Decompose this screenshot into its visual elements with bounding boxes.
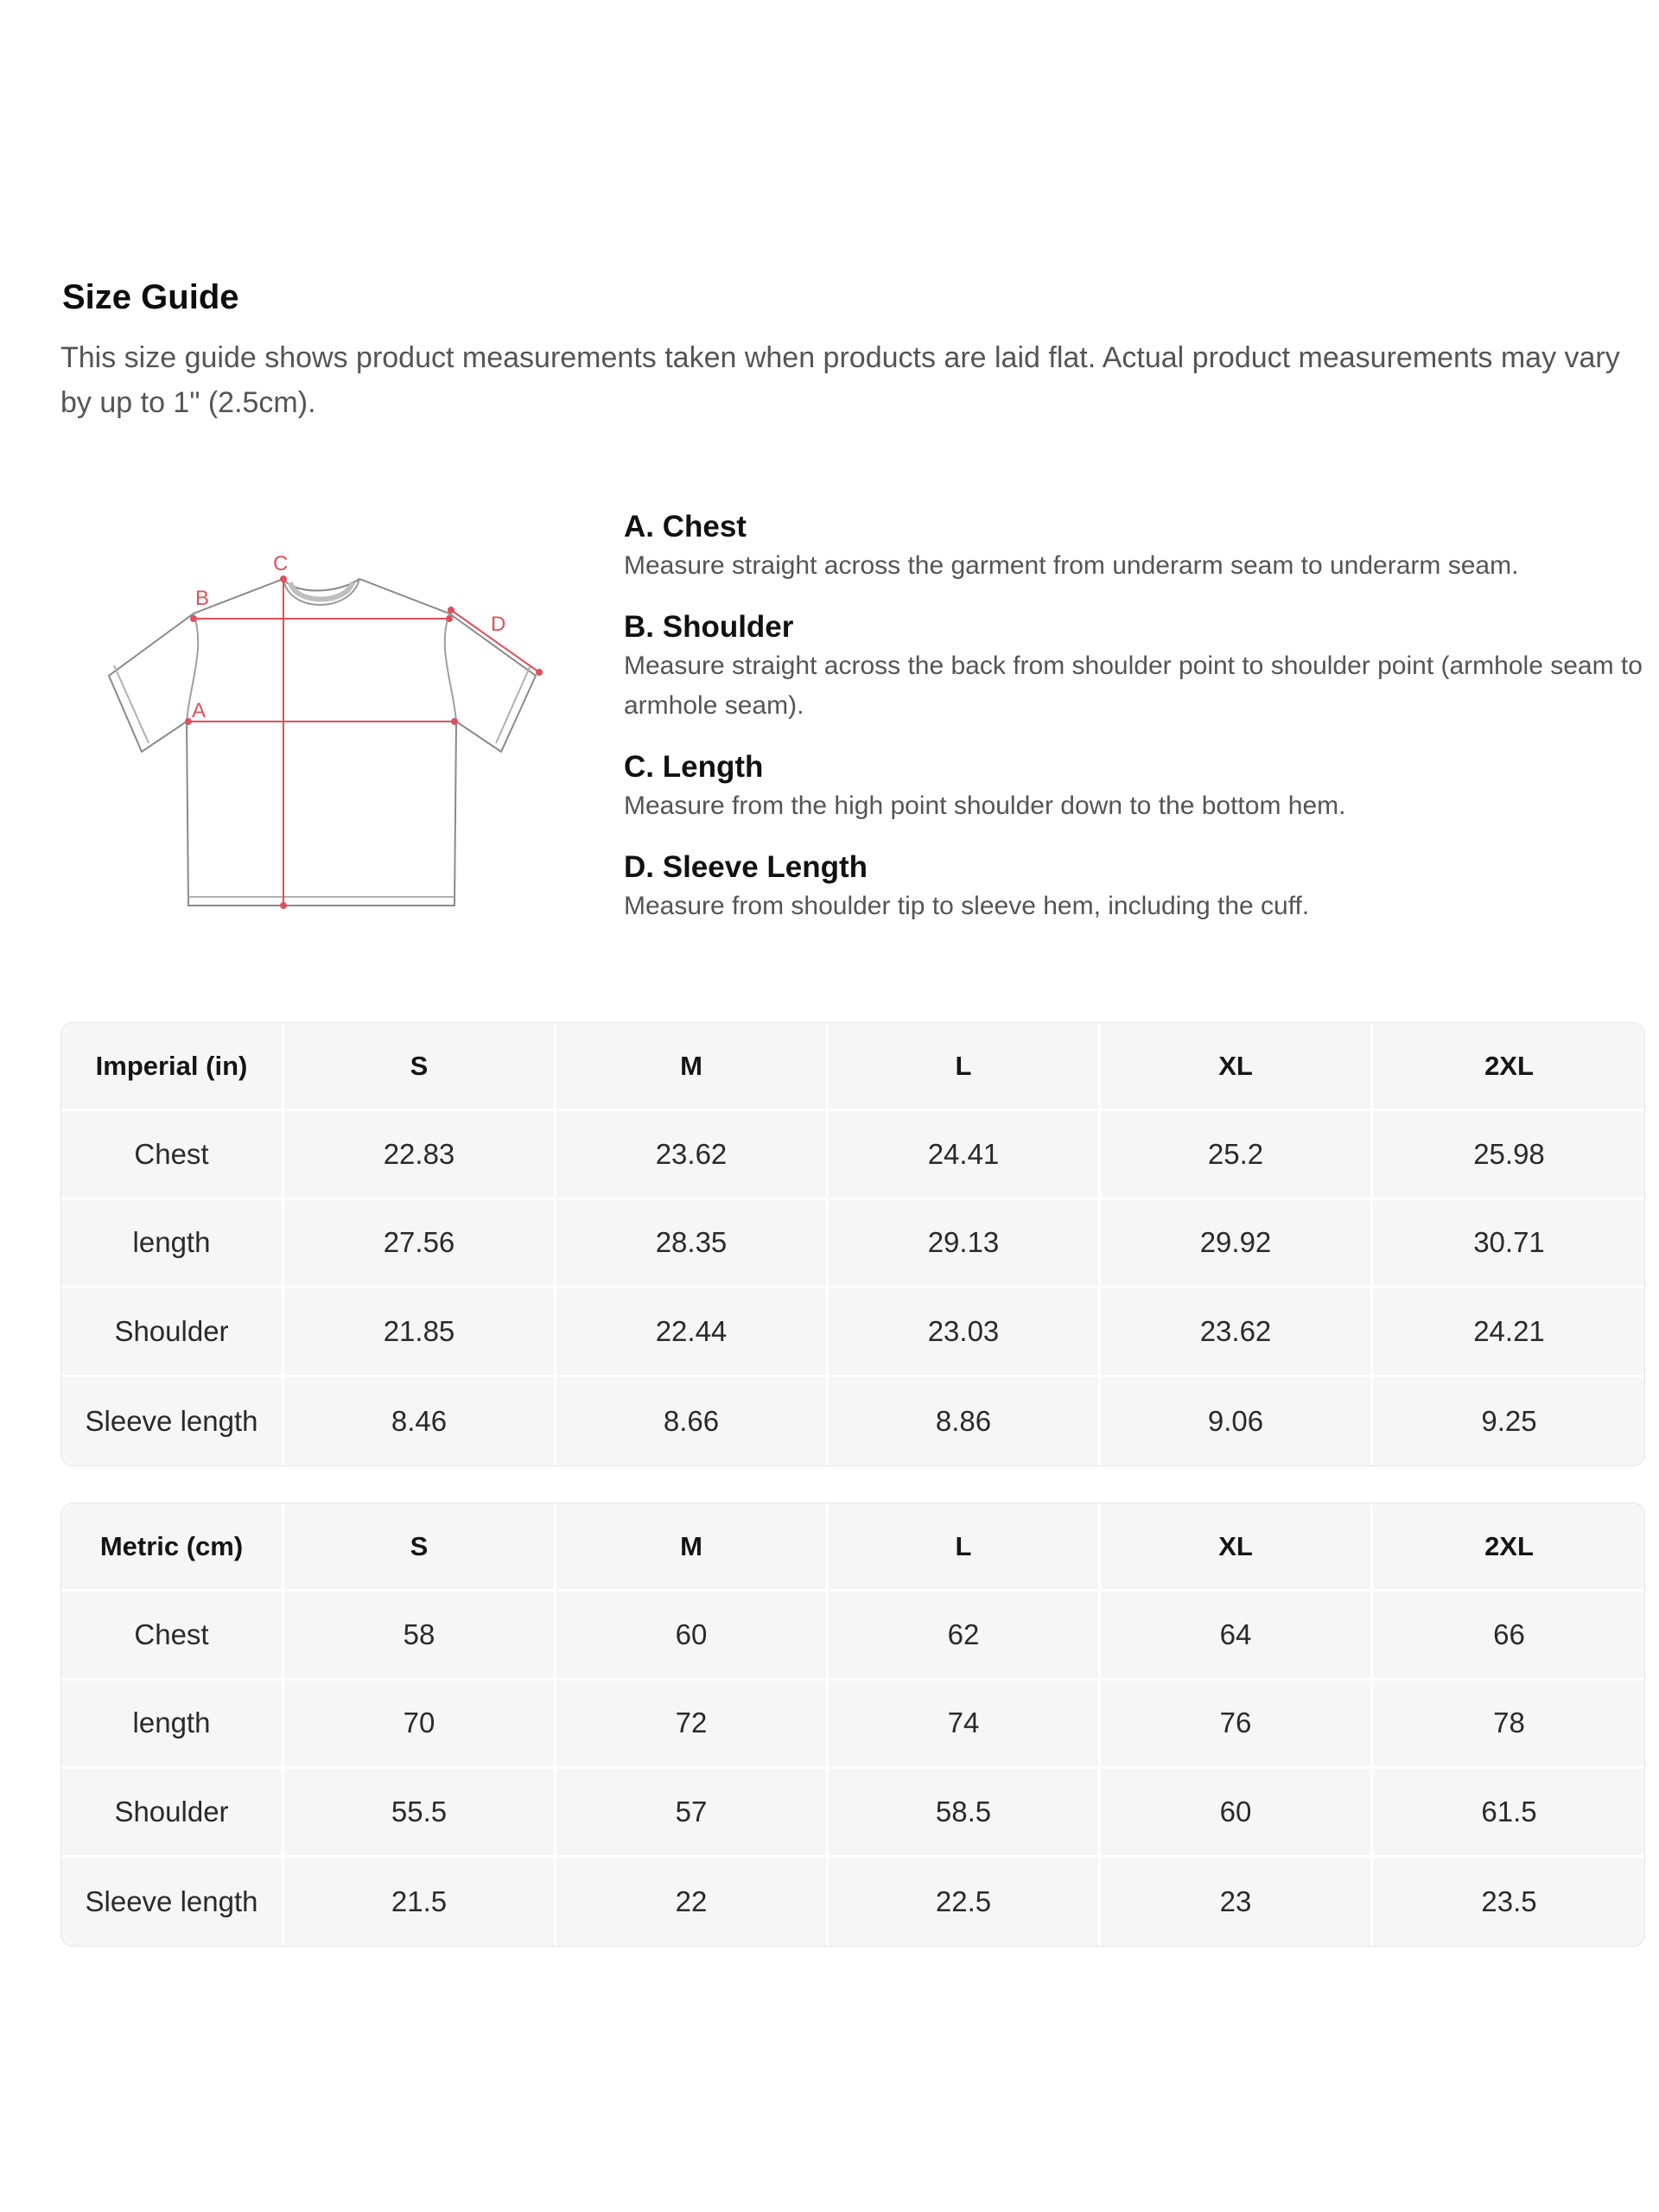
page-title: Size Guide xyxy=(62,278,239,316)
size-guide-intro: This size guide shows product measurements taken when products are laid flat. Actual product measurements may vary by up to 1" (2.5cm). xyxy=(60,341,1620,419)
table-cell: 21.85 xyxy=(284,1288,556,1376)
definition-text: Measure straight across the garment from underarm seam to underarm seam. xyxy=(624,551,1519,580)
diagram-label-b: B xyxy=(195,587,210,610)
definition-chest xyxy=(624,508,1643,586)
table-cell: 24.41 xyxy=(829,1111,1101,1199)
table-header-cell: Metric (cm) xyxy=(61,1503,284,1592)
table-cell: 24.21 xyxy=(1373,1288,1645,1376)
table-cell: 23.5 xyxy=(1481,1885,1537,1917)
row-label-cell: Sleeve length xyxy=(61,1858,284,1946)
diagram-label-a: A xyxy=(192,699,207,722)
table-cell: 25.2 xyxy=(1101,1111,1373,1199)
diagram-label-d: D xyxy=(491,613,506,636)
diagram-label-c: C xyxy=(273,552,289,575)
table-cell: 78 xyxy=(1373,1681,1645,1769)
row-label-cell: Shoulder xyxy=(61,1288,284,1376)
definition-title: A. Chest xyxy=(624,510,747,543)
table-cell: 66 xyxy=(1373,1592,1645,1680)
table-cell: 58 xyxy=(284,1592,556,1680)
t-shirt-diagram-icon xyxy=(104,544,553,925)
definition-length xyxy=(624,748,1643,826)
table-cell: 8.46 xyxy=(284,1377,556,1465)
table-header-cell: Imperial (in) xyxy=(61,1023,284,1111)
table-cell: 23 xyxy=(1101,1858,1373,1946)
table-cell: 8.66 xyxy=(556,1377,829,1465)
table-header-cell: S xyxy=(284,1023,556,1111)
definition-title: B. Shoulder xyxy=(624,610,794,644)
table-cell: 22.44 xyxy=(556,1288,829,1376)
definition-text: Measure straight across the back from shoulder point to shoulder point (armhole seam to armhole seam). xyxy=(624,652,1643,720)
definition-title: D. Sleeve Length xyxy=(624,850,868,884)
table-cell: 28.35 xyxy=(556,1200,829,1288)
table-cell: 64 xyxy=(1101,1592,1373,1680)
table-header-cell: S xyxy=(284,1503,556,1592)
table-cell: 55.5 xyxy=(284,1769,556,1857)
table-cell: 25.98 xyxy=(1373,1111,1645,1199)
table-cell: 62 xyxy=(829,1592,1101,1680)
table-header-cell: XL xyxy=(1101,1023,1373,1111)
table-cell: 76 xyxy=(1101,1681,1373,1769)
table-header-cell: L xyxy=(829,1503,1101,1592)
definition-title: C. Length xyxy=(624,750,764,784)
table-cell: 61.5 xyxy=(1373,1769,1645,1857)
measurement-definitions xyxy=(624,508,1643,949)
table-cell: 23.62 xyxy=(556,1111,829,1199)
row-label-cell: Shoulder xyxy=(61,1769,284,1857)
row-label-cell: Chest xyxy=(61,1592,284,1680)
table-cell: 72 xyxy=(556,1681,829,1769)
table-header-cell: 2XL xyxy=(1373,1503,1645,1592)
table-header-cell: 2XL xyxy=(1373,1023,1645,1111)
table-cell: 30.71 xyxy=(1373,1200,1645,1288)
row-label-cell: Sleeve length xyxy=(61,1377,284,1465)
table-cell: 29.92 xyxy=(1101,1200,1373,1288)
table-cell: 9.25 xyxy=(1481,1404,1537,1437)
table-cell: 22.5 xyxy=(829,1858,1101,1946)
row-label-cell: length xyxy=(61,1681,284,1769)
table-header-cell: M xyxy=(556,1023,829,1111)
table-header-cell: M xyxy=(556,1503,829,1592)
table-cell: 70 xyxy=(284,1681,556,1769)
table-cell: 21.5 xyxy=(284,1858,556,1946)
table-cell: 9.06 xyxy=(1101,1377,1373,1465)
table-cell: 23.03 xyxy=(829,1288,1101,1376)
definition-sleeve-length xyxy=(624,849,1643,926)
row-label-cell: length xyxy=(61,1200,284,1288)
table-cell: 22 xyxy=(556,1858,829,1946)
imperial-size-table xyxy=(60,1022,1645,1466)
table-cell: 60 xyxy=(1101,1769,1373,1857)
table-cell: 57 xyxy=(556,1769,829,1857)
table-header-cell: XL xyxy=(1101,1503,1373,1592)
table-cell: 8.86 xyxy=(829,1377,1101,1465)
table-cell: 29.13 xyxy=(829,1200,1101,1288)
table-cell: 58.5 xyxy=(829,1769,1101,1857)
table-cell: 23.62 xyxy=(1101,1288,1373,1376)
t-shirt-outline xyxy=(109,579,536,906)
table-cell: 60 xyxy=(556,1592,829,1680)
definition-text: Measure from shoulder tip to sleeve hem, including the cuff. xyxy=(624,892,1310,920)
metric-size-table xyxy=(60,1503,1645,1947)
table-cell: 22.83 xyxy=(284,1111,556,1199)
table-header-cell: L xyxy=(829,1023,1101,1111)
row-label-cell: Chest xyxy=(61,1111,284,1199)
definition-text: Measure from the high point shoulder down to the bottom hem. xyxy=(624,791,1346,820)
definition-shoulder xyxy=(624,608,1643,726)
table-cell: 74 xyxy=(829,1681,1101,1769)
table-cell: 27.56 xyxy=(284,1200,556,1288)
